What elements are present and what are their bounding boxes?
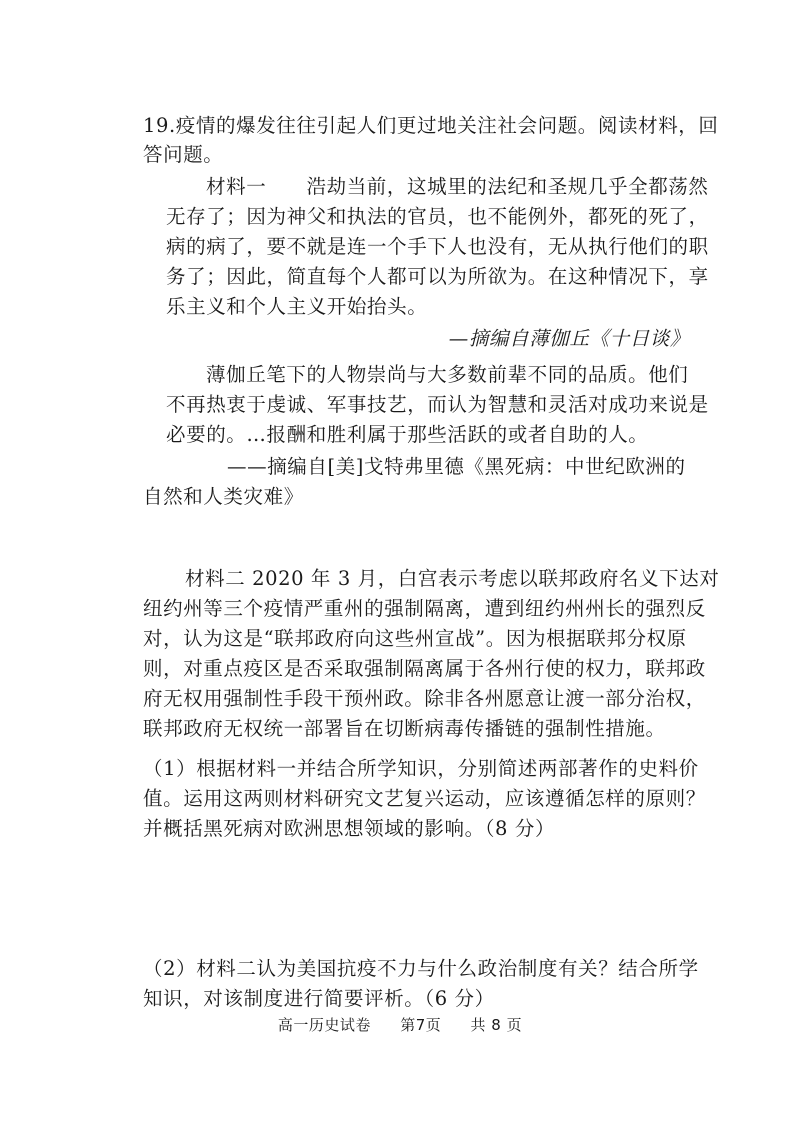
- material1-quote-line: 不再热衷于虔诚、军事技艺，而认为智慧和灵活对成功来说是: [166, 393, 709, 416]
- footer-exam-name: 高一历史试卷: [277, 1016, 371, 1034]
- material1-line: 病的病了，要不就是连一个手下人也没有，无从执行他们的职: [166, 235, 709, 258]
- material2-line: 对，认为这是“联邦政府向这些州宣战”。因为根据联邦分权原: [143, 627, 687, 650]
- material2-line: 材料二 2020 年 3 月，白宫表示考虑以联邦政府名义下达对: [185, 567, 720, 590]
- footer-total-pages: 共 8 页: [470, 1016, 523, 1034]
- subquestion2-line: 知识，对该制度进行简要评析。（6 分）: [143, 987, 495, 1010]
- subquestion2-line: （2）材料二认为美国抗疫不力与什么政治制度有关？结合所学: [143, 957, 699, 980]
- material2-line: 纽约州等三个疫情严重州的强制隔离，遭到纽约州州长的强烈反: [143, 597, 706, 620]
- material1-source2: 自然和人类灾难》: [143, 485, 304, 508]
- material1-line: 务了；因此，简直每个人都可以为所欲为。在这种情况下，享: [166, 265, 709, 288]
- subquestion1-line: 并概括黑死病对欧洲思想领域的影响。（8 分）: [143, 817, 556, 840]
- material1-source2: ——摘编自[美]戈特弗里德《黑死病：中世纪欧洲的: [227, 455, 686, 478]
- material1-line: 乐主义和个人主义开始抬头。: [166, 295, 428, 318]
- material1-quote-line: 薄伽丘笔下的人物崇尚与大多数前辈不同的品质。他们: [206, 363, 689, 386]
- page-footer: [0, 1014, 800, 1035]
- question-title-line: 答问题。: [143, 143, 224, 166]
- footer-page-number: 第7页: [400, 1016, 442, 1034]
- material1-line: 材料一 浩劫当前，这城里的法纪和圣规几乎全都荡然: [206, 175, 709, 198]
- material2-line: 则，对重点疫区是否采取强制隔离属于各州行使的权力，联邦政: [143, 657, 706, 680]
- material1-quote-line: 必要的。…报酬和胜利属于那些活跃的或者自助的人。: [166, 423, 649, 446]
- material1-source: —摘编自薄伽丘《十日谈》: [448, 327, 690, 350]
- material2-line: 府无权用强制性手段干预州政。除非各州愿意让渡一部分治权，: [143, 687, 706, 710]
- material1-line: 无存了；因为神父和执法的官员，也不能例外，都死的死了，: [166, 205, 709, 228]
- material2-line: 联邦政府无权统一部署旨在切断病毒传播链的强制性措施。: [143, 717, 666, 740]
- subquestion1-line: （1）根据材料一并结合所学知识，分别简述两部著作的史料价: [143, 757, 699, 780]
- question-title-line: 19.疫情的爆发往往引起人们更过地关注社会问题。阅读材料，回: [143, 114, 719, 137]
- subquestion1-line: 值。运用这两则材料研究文艺复兴运动，应该遵循怎样的原则？: [143, 787, 706, 810]
